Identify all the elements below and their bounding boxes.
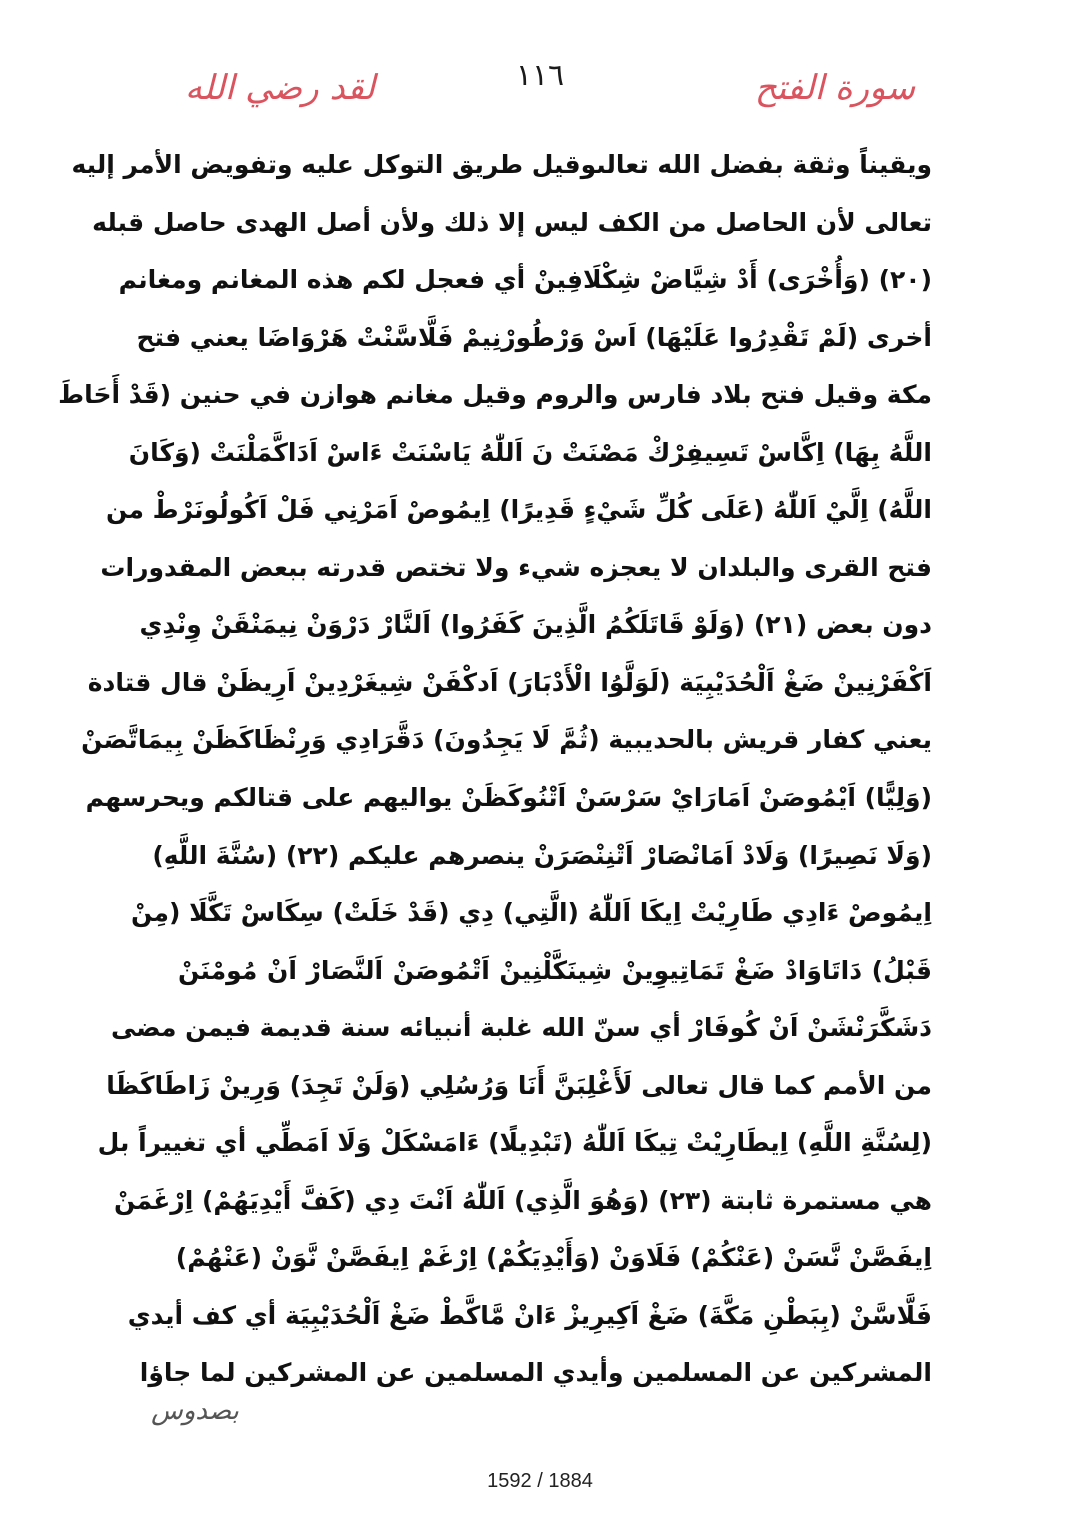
- text-line: (وَلَا نَصِيرًا) وَلَادْ اَمَانْصَارْ اَتْنِنْصَرَنْ ينصرهم عليكم (٢٢) (سُنَّةَ اللَّهِ): [152, 840, 932, 870]
- text-line: يعني كفار قريش بالحديبية (ثُمَّ لَا يَجِدُونَ) دَقَّرَادِي وَرِنْظَاكَظَنْ بِيمَاتَّصَنْ: [81, 725, 932, 755]
- text-line: دَشَكَّرَنْشَنْ اَنْ كُوفَارْ أي سنّ الله غلبة أنبيائه سنة قديمة فيمن مضى: [111, 1013, 932, 1043]
- body-text: [58, 136, 932, 1402]
- text-line: (وَلِيًّا) اَيْمُوصَنْ اَمَارَايْ سَرْسَنْ اَتْنُوكَظَنْ يواليهم على قتالكم ويحرسهم: [85, 783, 932, 813]
- text-line: قَبْلُ) دَاتَاوَادْ ضَغْ تَمَاتِيوِينْ شِينَكَّلْنِينْ اَتْمُوصَنْ اَلنَّصَارْ اَنْ مُومْنَنْ: [178, 955, 932, 985]
- text-line: اللَّهُ) اِلَّيْ اَللّٰهُ (عَلَى كُلِّ شَيْءٍ قَدِيرًا) اِيمُوصْ اَمَرْنِي فَلْ اَكُولُونَرْطْ من: [105, 495, 932, 525]
- text-line: تعالى لأن الحاصل من الكف ليس إلا ذلك ولأن أصل الهدى حاصل قبله: [92, 207, 932, 237]
- text-line: اللَّهُ بِهَا) اِكَّاسْ تَسِيفِرْكْ مَصْنَتْ نَ اَللّٰهُ يَاسْنَتْ ءَاسْ اَدَاكَّمَلْنَتْ (وَكَانَ: [128, 437, 932, 467]
- catchword: بصدوس: [151, 1396, 239, 1426]
- text-line: ويقيناً وثقة بفضل الله تعالىوقيل طريق التوكل عليه وتفويض الأمر إليه: [71, 150, 932, 179]
- text-line: فتح القرى والبلدان لا يعجزه شيء ولا تختص قدرته ببعض المقدورات: [100, 552, 932, 582]
- page-counter: 1592 / 1884: [487, 1470, 593, 1492]
- text-line: المشركين عن المسلمين وأيدي المسلمين عن المشركين لما جاؤا: [139, 1358, 932, 1388]
- text-line: (لِسُنَّةِ اللَّهِ) اِيطَارِيْتْ تِيكَا اَللّٰهُ (تَبْدِيلًا) ءَامَسْكَلْ وَلَا اَمَطِّي أي تغييراً بل: [97, 1128, 932, 1158]
- text-line: فَلَّاسَّنْ (بِبَطْنِ مَكَّةَ) ضَغْ اَكِيرِيزْ ءَانْ مَّاكَّطْ ضَغْ اَلْحُدَيْبِيَة أي كف أيدي: [127, 1300, 932, 1330]
- text-line: من الأمم كما قال تعالى لَأَغْلِبَنَّ أَنَا وَرُسُلِي (وَلَنْ تَجِدَ) وَرِينْ زَاطَاكَظَا: [106, 1070, 932, 1100]
- text-line: هي مستمرة ثابتة (٢٣) (وَهُوَ الَّذِي) اَللّٰهُ اَنْتَ دِي (كَفَّ أَيْدِيَهُمْ) اِرْغَمَنْ: [113, 1185, 932, 1215]
- text-line: اَكْفَرْنِينْ ضَغْ اَلْحُدَيْبِيَة (لَوَلَّوُا الْأَدْبَارَ) اَدكْفَنْ شِيغَرْدِينْ اَرِيظَنْ قال قتادة: [87, 667, 932, 697]
- text-line: مكة وقيل فتح بلاد فارس والروم وقيل مغانم هوازن في حنين (قَدْ أَحَاطَ: [58, 380, 932, 410]
- surah-name-note: سورة الفتح: [754, 68, 916, 108]
- page-number: ١١٦: [515, 58, 565, 93]
- text-line: أخرى (لَمْ تَقْدِرُوا عَلَيْهَا) اَسْ وَرْطُورْنِيمْ فَلَّاسَّنْتْ هَرْوَاضَا يعني فتح: [136, 322, 932, 352]
- text-line: دون بعض (٢١) (وَلَوْ قَاتَلَكُمُ الَّذِينَ كَفَرُوا) اَلنَّارْ دَرْوَنْ نِيمَنْقَنْ وِنْدِي: [139, 610, 932, 640]
- text-line: اِيمُوصْ ءَادِي طَارِيْتْ اِيكَا اَللّٰهُ (الَّتِي) دِي (قَدْ خَلَتْ) سِكَاسْ تَكَّلَا (مِنْ: [131, 898, 932, 928]
- text-line: (٢٠) (وَأُخْرَى) أَدْ شِيَّاضْ شِكْلَافِينْ أي فعجل لكم هذه المغانم ومغانم: [118, 265, 932, 295]
- verse-reference-note: لقد رضي الله: [185, 68, 375, 108]
- text-line: اِيفَصَّنْ نَّسَنْ (عَنْكُمْ) فَلَاوَنْ (وَأَيْدِيَكُمْ) اِرْغَمْ اِيفَصَّنْ نَّوَنْ (عَنْهُمْ): [175, 1243, 932, 1273]
